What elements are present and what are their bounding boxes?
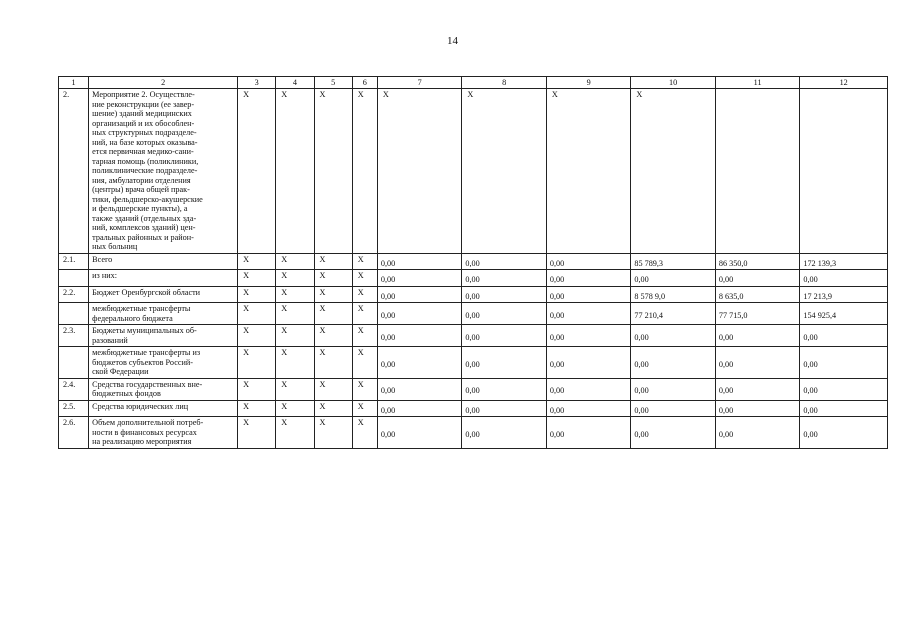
value-cell: 0,00: [715, 417, 800, 449]
column-header: 9: [546, 77, 631, 89]
column-header: 7: [377, 77, 462, 89]
x-mark: X: [352, 325, 377, 347]
value-cell: 0,00: [462, 270, 547, 287]
value-cell: 0,00: [800, 270, 888, 287]
value-cell: 0,00: [546, 303, 631, 325]
x-mark: X: [276, 325, 314, 347]
table-header: [59, 77, 888, 89]
table-row: [59, 325, 888, 347]
value-cell: 8 635,0: [715, 286, 800, 303]
x-mark: X: [314, 378, 352, 400]
value-cell: 0,00: [715, 270, 800, 287]
row-description: Объем дополнительной потреб- ности в финансовых ресурсах на реализацию мероприятия: [89, 417, 238, 449]
x-mark: X: [352, 400, 377, 417]
table-row: [59, 347, 888, 379]
x-mark: X: [276, 303, 314, 325]
row-description: Мероприятие 2. Осуществле- ние реконструкции (ее завер- шение) зданий медицинских организаций и их обособлен- ных структурных подразделе- ний, на базе которых оказыва- ется первичная медико-сани- тарная помощь (поликлиники, поликлинические подразделе- ния, амбулатории отделения (центры) врача общей прак- тики, фельдшерско-акушерские и фельдшерские пункты), а также зданий (отдельных зда- ний, комплексов зданий) цен- тральных районных и район- ных больниц: [89, 89, 238, 254]
x-mark: X: [276, 417, 314, 449]
row-description: Средства юридических лиц: [89, 400, 238, 417]
value-cell: 0,00: [546, 417, 631, 449]
row-number: [59, 347, 89, 379]
value-cell: 0,00: [546, 325, 631, 347]
value-cell: 0,00: [377, 325, 462, 347]
column-header: 3: [238, 77, 276, 89]
x-mark: X: [377, 89, 462, 254]
value-cell: [800, 89, 888, 254]
value-cell: 0,00: [377, 417, 462, 449]
value-cell: 0,00: [546, 400, 631, 417]
x-mark: X: [238, 253, 276, 270]
row-number: [59, 303, 89, 325]
x-mark: X: [238, 286, 276, 303]
value-cell: 0,00: [377, 303, 462, 325]
table-row: [59, 303, 888, 325]
x-mark: X: [238, 378, 276, 400]
x-mark: X: [238, 347, 276, 379]
budget-table: [58, 76, 888, 449]
value-cell: 0,00: [462, 400, 547, 417]
x-mark: X: [276, 89, 314, 254]
x-mark: X: [314, 303, 352, 325]
value-cell: 0,00: [546, 286, 631, 303]
x-mark: X: [314, 286, 352, 303]
x-mark: X: [276, 253, 314, 270]
column-header: 2: [89, 77, 238, 89]
value-cell: 0,00: [631, 325, 716, 347]
x-mark: X: [462, 89, 547, 254]
value-cell: 154 925,4: [800, 303, 888, 325]
value-cell: 0,00: [631, 270, 716, 287]
value-cell: 0,00: [800, 347, 888, 379]
value-cell: 0,00: [715, 325, 800, 347]
x-mark: X: [276, 347, 314, 379]
table-body: [59, 89, 888, 449]
column-header: 12: [800, 77, 888, 89]
x-mark: X: [238, 270, 276, 287]
x-mark: X: [314, 400, 352, 417]
value-cell: 0,00: [546, 253, 631, 270]
x-mark: X: [352, 417, 377, 449]
table-row: [59, 400, 888, 417]
value-cell: 0,00: [800, 417, 888, 449]
column-header: 11: [715, 77, 800, 89]
value-cell: 0,00: [377, 400, 462, 417]
row-description: Средства государственных вне- бюджетных фондов: [89, 378, 238, 400]
x-mark: X: [314, 325, 352, 347]
column-header: 10: [631, 77, 716, 89]
x-mark: X: [238, 89, 276, 254]
value-cell: 0,00: [546, 347, 631, 379]
x-mark: X: [314, 89, 352, 254]
value-cell: 86 350,0: [715, 253, 800, 270]
column-header: 8: [462, 77, 547, 89]
row-description: из них:: [89, 270, 238, 287]
value-cell: [715, 89, 800, 254]
x-mark: X: [352, 270, 377, 287]
value-cell: 0,00: [546, 270, 631, 287]
value-cell: 0,00: [462, 347, 547, 379]
row-number: 2.3.: [59, 325, 89, 347]
x-mark: X: [276, 400, 314, 417]
x-mark: X: [352, 286, 377, 303]
x-mark: X: [352, 89, 377, 254]
row-description: Бюджеты муниципальных об- разований: [89, 325, 238, 347]
row-number: [59, 270, 89, 287]
x-mark: X: [276, 270, 314, 287]
table-row: [59, 253, 888, 270]
value-cell: 0,00: [462, 417, 547, 449]
x-mark: X: [276, 286, 314, 303]
page-number: 14: [447, 35, 458, 47]
value-cell: 0,00: [462, 303, 547, 325]
value-cell: 0,00: [377, 253, 462, 270]
table-row: [59, 89, 888, 254]
value-cell: 0,00: [462, 286, 547, 303]
x-mark: X: [314, 270, 352, 287]
value-cell: 0,00: [631, 347, 716, 379]
row-description: Всего: [89, 253, 238, 270]
value-cell: 8 578 9,0: [631, 286, 716, 303]
x-mark: X: [314, 253, 352, 270]
value-cell: 0,00: [462, 325, 547, 347]
column-header: 5: [314, 77, 352, 89]
table-row: [59, 270, 888, 287]
x-mark: X: [276, 378, 314, 400]
value-cell: 0,00: [631, 400, 716, 417]
row-description: межбюджетные трансферты федерального бюджета: [89, 303, 238, 325]
value-cell: 0,00: [377, 378, 462, 400]
x-mark: X: [352, 303, 377, 325]
value-cell: 0,00: [800, 378, 888, 400]
value-cell: 0,00: [377, 286, 462, 303]
row-number: 2.1.: [59, 253, 89, 270]
value-cell: 0,00: [462, 378, 547, 400]
x-mark: X: [314, 347, 352, 379]
column-header: 6: [352, 77, 377, 89]
value-cell: 0,00: [546, 378, 631, 400]
row-number: 2.2.: [59, 286, 89, 303]
value-cell: 0,00: [462, 253, 547, 270]
x-mark: X: [238, 325, 276, 347]
x-mark: X: [238, 400, 276, 417]
value-cell: 0,00: [715, 347, 800, 379]
value-cell: 0,00: [631, 378, 716, 400]
x-mark: X: [314, 417, 352, 449]
row-number: 2.: [59, 89, 89, 254]
x-mark: X: [352, 347, 377, 379]
value-cell: 77 210,4: [631, 303, 716, 325]
value-cell: 0,00: [377, 270, 462, 287]
x-mark: X: [352, 378, 377, 400]
x-mark: X: [546, 89, 631, 254]
x-mark: X: [238, 303, 276, 325]
row-number: 2.5.: [59, 400, 89, 417]
value-cell: 0,00: [715, 400, 800, 417]
value-cell: 85 789,3: [631, 253, 716, 270]
row-description: межбюджетные трансферты из бюджетов субъектов Россий- ской Федерации: [89, 347, 238, 379]
value-cell: 0,00: [715, 378, 800, 400]
column-header: 4: [276, 77, 314, 89]
column-header: 1: [59, 77, 89, 89]
table-row: [59, 417, 888, 449]
x-mark: X: [238, 417, 276, 449]
row-number: 2.4.: [59, 378, 89, 400]
table-row: [59, 286, 888, 303]
value-cell: 77 715,0: [715, 303, 800, 325]
value-cell: 0,00: [631, 417, 716, 449]
row-description: Бюджет Оренбургской области: [89, 286, 238, 303]
value-cell: 17 213,9: [800, 286, 888, 303]
table-row: [59, 378, 888, 400]
row-number: 2.6.: [59, 417, 89, 449]
x-mark: X: [631, 89, 716, 254]
value-cell: 172 139,3: [800, 253, 888, 270]
x-mark: X: [352, 253, 377, 270]
value-cell: 0,00: [377, 347, 462, 379]
value-cell: 0,00: [800, 400, 888, 417]
value-cell: 0,00: [800, 325, 888, 347]
